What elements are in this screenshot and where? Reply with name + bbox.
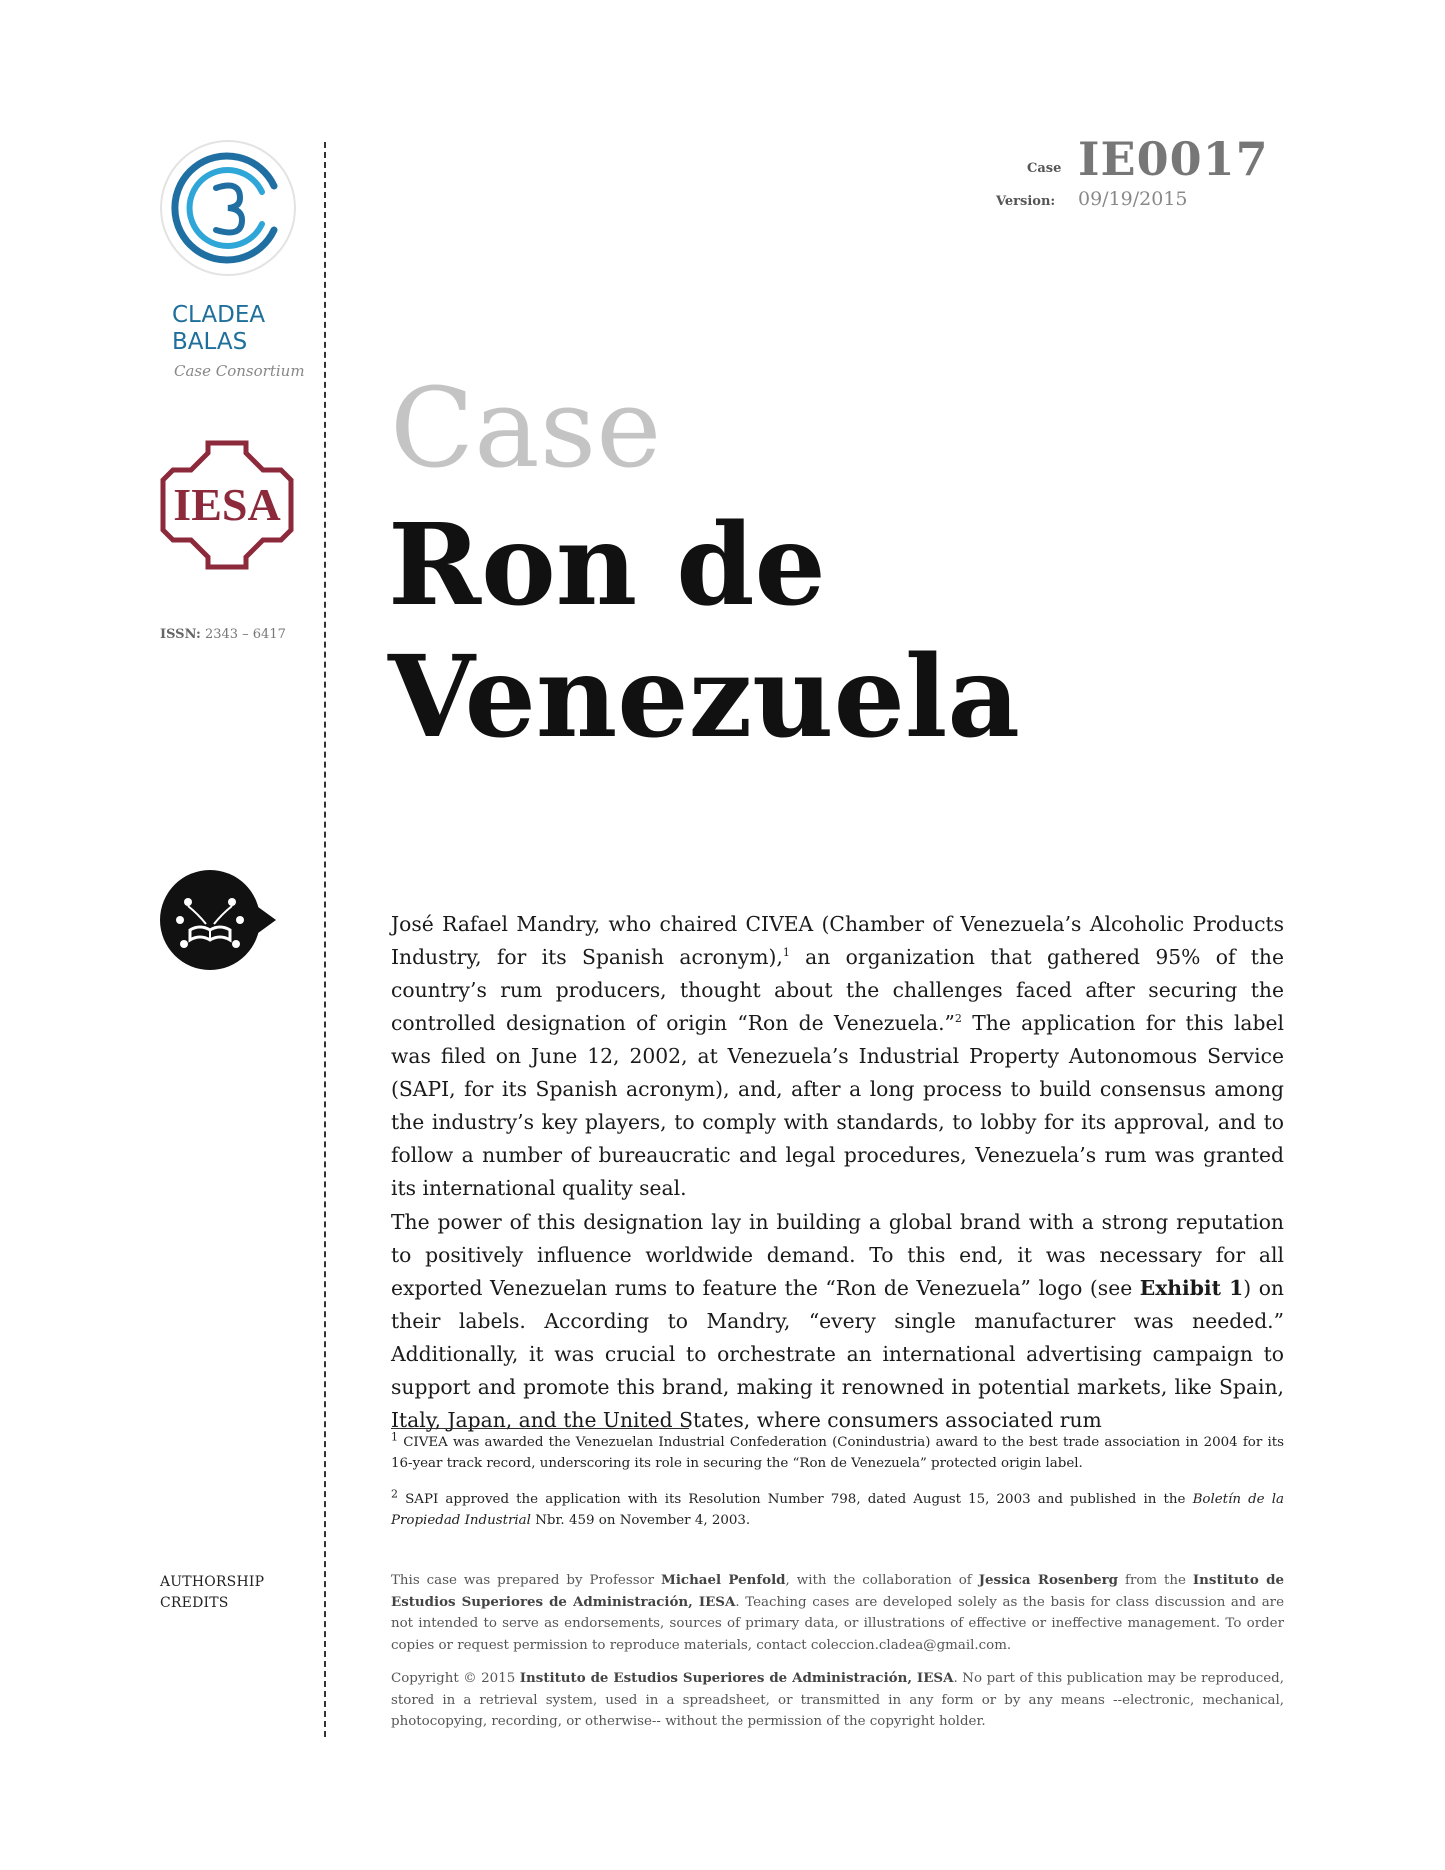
sidebar-divider (324, 142, 326, 1737)
title-kicker: Case (390, 364, 662, 492)
footnote-2 (391, 1489, 1284, 1531)
paragraph-2 (391, 1206, 1284, 1437)
page-title (388, 500, 1288, 764)
title-line2: Venezuela (388, 632, 1020, 763)
footnote-2-publication: Boletín de la Propiedad Industrial (391, 1492, 1284, 1528)
p1-text-a: José Rafael Mandry, who chaired CIVEA (Chamber of Venezuela’s Alcoholic Products Industry, for its Spanish acronym), (391, 912, 1284, 969)
cladea-name (172, 302, 265, 356)
author-name: Michael Penfold (661, 1572, 786, 1588)
footnote-1 (391, 1432, 1284, 1474)
title-line1: Ron de (388, 500, 826, 631)
credits-line2: CREDITS (160, 1595, 229, 1611)
credits-line1: AUTHORSHIP (160, 1574, 265, 1590)
iesa-logo-text: IESA (173, 479, 281, 530)
institution-name: Instituto de Estudios Superiores de Administración, IESA (391, 1572, 1284, 1610)
footnote-1-text: CIVEA was awarded the Venezuelan Industrial Confederation (Conindustria) award to the best trade association in 2004 for its 16-year track record, underscoring its role in securing the “Ron de Venezuela” protected origin label. (391, 1435, 1284, 1471)
footnote-rule (391, 1428, 689, 1429)
copyright-text-a: Copyright © 2015 (391, 1671, 520, 1686)
p1-text-c: The application for this label was filed on June 12, 2002, at Venezuela’s Industrial Property Autonomous Service (SAPI, for its Spanish acronym), and, after a long process to build consensus among the industry’s key players, to comply with standards, to lobby for its approval, and to follow a number of bureaucratic and legal procedures, Venezuela’s rum was granted its international quality seal. (391, 1011, 1284, 1200)
authorship-credits-label (160, 1572, 264, 1614)
copyright-text-b: . No part of this publication may be reproduced, stored in a retrieval system, used in a spreadsheet, or transmitted in any form or by any means --electronic, mechanical, photocopying, recording, or otherwise-- without the permission of the copyright holder. (391, 1671, 1284, 1729)
prep-text-a: This case was prepared by Professor (391, 1573, 661, 1588)
prep-text-c: from the (1118, 1573, 1193, 1588)
footnote-ref-2: 2 (954, 1012, 962, 1026)
collaborator-name: Jessica Rosenberg (978, 1572, 1119, 1588)
cladea-subtitle: Case Consortium (174, 362, 305, 380)
reading-bubble-icon (158, 868, 278, 972)
exhibit-reference: Exhibit 1 (1139, 1276, 1244, 1300)
case-label: Case (1027, 161, 1062, 176)
cladea-line1: CLADEA (172, 302, 266, 328)
version-label: Version: (996, 194, 1056, 209)
cladea-logo-icon (158, 138, 298, 278)
footnote-1-number: 1 (391, 1430, 398, 1444)
iesa-logo-icon (158, 438, 296, 572)
footnote-ref-1: 1 (782, 946, 790, 960)
issn-value: 2343 – 6417 (204, 627, 286, 642)
footnote-2-text-b: Nbr. 459 on November 4, 2003. (530, 1513, 751, 1528)
paragraph-1 (391, 908, 1284, 1205)
p2-text-a: The power of this designation lay in building a global brand with a strong reputation to positively influence worldwide demand. To this end, it was necessary for all exported Venezuelan rums to feature the “Ron de Venezuela” logo (see (391, 1210, 1284, 1300)
footnote-2-number: 2 (391, 1487, 398, 1501)
case-code: IE0017 (1078, 132, 1269, 186)
copyright-note (391, 1668, 1284, 1733)
prep-text-d: . Teaching cases are developed solely as the basis for class discussion and are not intended to serve as endorsements, sources of primary data, or illustrations of effective or ineffective management. To order copies or request permission to reproduce materials, contact coleccion.cladea@gmail.com. (391, 1594, 1285, 1653)
footnote-2-text-a: SAPI approved the application with its Resolution Number 798, dated August 15, 2003 and published in the (398, 1492, 1193, 1507)
issn-label: ISSN: (160, 627, 201, 642)
issn (160, 627, 286, 642)
prep-text-b: , with the collaboration of (785, 1573, 979, 1588)
version-value: 09/19/2015 (1078, 188, 1188, 210)
p1-text-b: an organization that gathered 95% of the country’s rum producers, thought about the challenges faced after securing the controlled designation of origin “Ron de Venezuela.” (391, 945, 1284, 1035)
p2-text-b: ) on their labels. According to Mandry, “every single manufacturer was needed.” Additionally, it was crucial to orchestrate an international advertising campaign to support and promote this brand, making it renowned in potential markets, like Spain, Italy, Japan, and the United States, where consumers associated rum (391, 1276, 1284, 1432)
cladea-line2: BALAS (172, 329, 248, 355)
preparation-note (391, 1570, 1284, 1656)
copyright-institution: Instituto de Estudios Superiores de Administración, IESA (519, 1670, 954, 1686)
